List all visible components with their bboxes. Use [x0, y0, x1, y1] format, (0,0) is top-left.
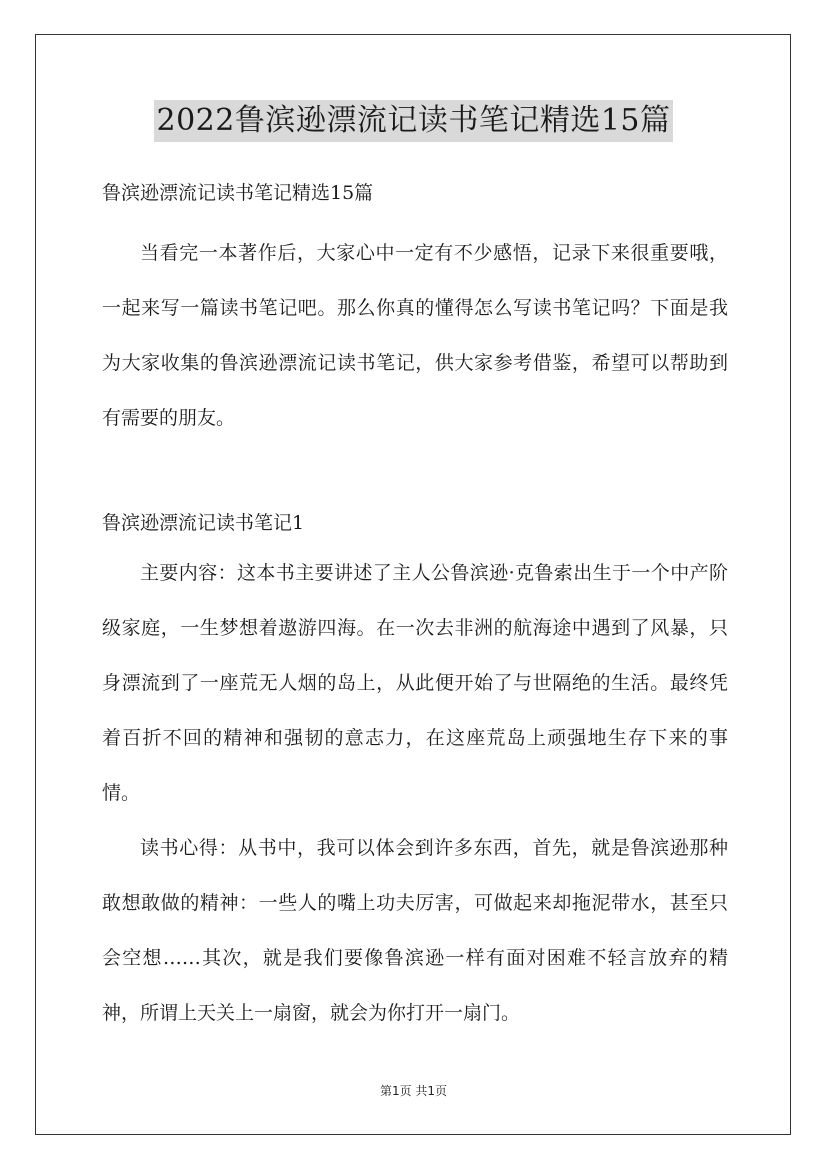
content-paragraph: 主要内容：这本书主要讲述了主人公鲁滨逊·克鲁索出生于一个中产阶级家庭，一生梦想着遨游四海。在一次去非洲的航海途中遇到了风暴，只身漂流到了一座荒无人烟的岛上，从此便开始了与世隔绝的生活。最终凭着百折不回的精神和强韧的意志力，在这座荒岛上顽强地生存下来的事情。 — [102, 562, 728, 804]
reflection-paragraph: 读书心得：从书中，我可以体会到许多东西，首先，就是鲁滨逊那种敢想敢做的精神：一些人的嘴上功夫厉害，可做起来却拖泥带水，甚至只会空想……其次，就是我们要像鲁滨逊一样有面对困难不轻言放弃的精神，所谓上天关上一扇窗，就会为你打开一扇门。 — [102, 837, 728, 1024]
document-subtitle: 鲁滨逊漂流记读书笔记精选15篇 — [102, 182, 374, 204]
intro-paragraph: 当看完一本著作后，大家心中一定有不少感悟，记录下来很重要哦，一起来写一篇读书笔记吧。那么你真的懂得怎么写读书笔记吗？下面是我为大家收集的鲁滨逊漂流记读书笔记，供大家参考借鉴，希望可以帮助到有需要的朋友。 — [102, 242, 728, 429]
document-body — [102, 170, 728, 1041]
document-title: 2022鲁滨逊漂流记读书笔记精选15篇 — [154, 100, 672, 142]
title-container — [0, 100, 827, 142]
section-heading: 鲁滨逊漂流记读书笔记1 — [102, 512, 305, 534]
section-1 — [102, 500, 728, 1041]
section-gap — [102, 446, 728, 500]
page-footer: 第1页 共1页 — [379, 1084, 448, 1098]
